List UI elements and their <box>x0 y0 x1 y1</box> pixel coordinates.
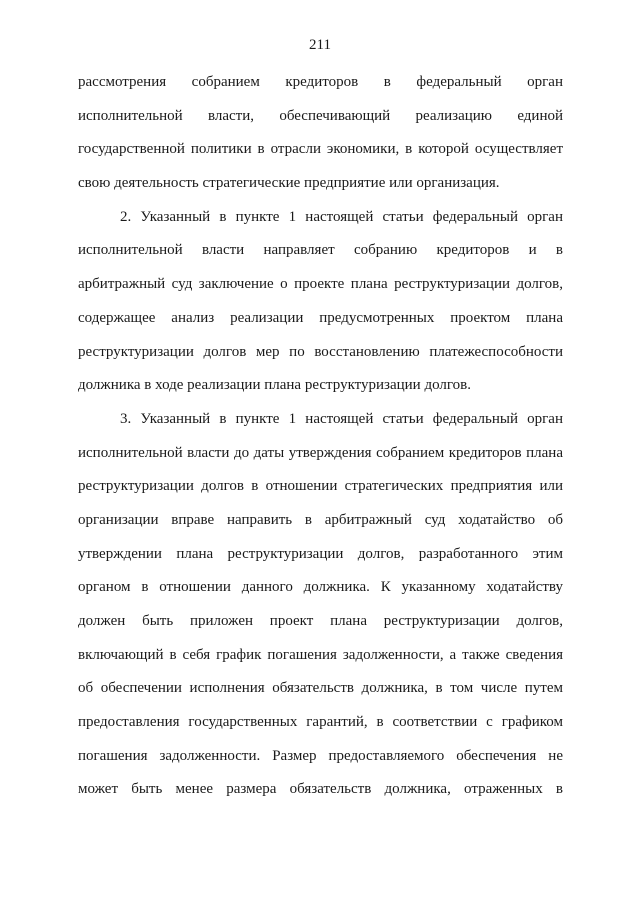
page-number: 211 <box>309 37 331 53</box>
text-line: предоставления государственных гарантий, в соответствии с графиком <box>78 714 563 731</box>
text-line: рассмотрения собранием кредиторов в федеральный орган <box>78 74 563 90</box>
text-line: исполнительной власти, обеспечивающий реализацию единой <box>78 107 563 124</box>
text-line: органом в отношении данного должника. К указанному ходатайству <box>78 579 563 596</box>
text-line: реструктуризации долгов в отношении стратегических предприятия или <box>78 478 563 495</box>
text-line: может быть менее размера обязательств должника, отраженных в <box>78 781 563 798</box>
text-line: государственной политики в отрасли экономики, в которой осуществляет <box>78 141 563 158</box>
text-line: об обеспечении исполнения обязательств должника, в том числе путем <box>78 680 563 697</box>
text-line: погашения задолженности. Размер предоставляемого обеспечения не <box>78 747 563 764</box>
text-line: должника в ходе реализации плана реструктуризации долгов. <box>78 377 471 394</box>
text-line: должен быть приложен проект плана реструктуризации долгов, <box>78 613 563 629</box>
text-line: включающий в себя график погашения задолженности, а также сведения <box>78 646 563 663</box>
text-line: реструктуризации долгов мер по восстановлению платежеспособности <box>78 343 563 360</box>
text-line: организации вправе направить в арбитражный суд ходатайство об <box>78 511 563 528</box>
text-line: утверждении плана реструктуризации долгов, разработанного этим <box>78 545 563 562</box>
text-line: арбитражный суд заключение о проекте плана реструктуризации долгов, <box>78 276 563 293</box>
text-line: исполнительной власти до даты утверждения собранием кредиторов плана <box>78 444 563 461</box>
text-line: содержащее анализ реализации предусмотренных проектом плана <box>78 309 563 326</box>
text-line: исполнительной власти направляет собранию кредиторов и в <box>78 242 563 259</box>
document-body <box>78 72 563 813</box>
text-line: 3. Указанный в пункте 1 настоящей статьи федеральный орган <box>120 410 563 427</box>
text-line: 2. Указанный в пункте 1 настоящей статьи федеральный орган <box>120 208 563 225</box>
text-line: свою деятельность стратегические предприятие или организация. <box>78 175 500 192</box>
